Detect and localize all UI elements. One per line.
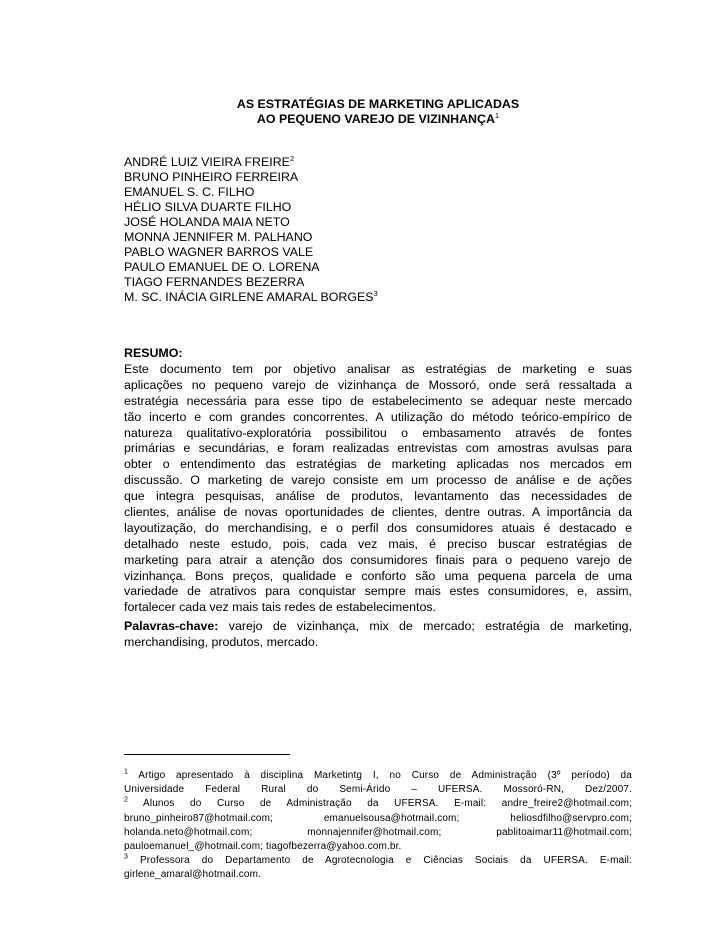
- abstract-line: obter o entendimento das estratégias de marketing aplicadas nos mercados em: [124, 457, 632, 472]
- footnote-divider: [124, 754, 290, 755]
- footnote-line: $^1$ Artigo apresentado à disciplina Marketintg I, no Curso de Administração (3º período) da: [124, 768, 632, 781]
- abstract-line: marketing para atrair a atenção dos consumidores finais para o pequeno varejo de: [124, 552, 632, 567]
- footnote-line: pauloemanuel_@hotmail.com; tiagofbezerra@yahoo.com.br.: [124, 840, 402, 852]
- author-item: ANDRÉ LUIZ VIEIRA FREIRE$^2$: [124, 153, 295, 169]
- author-item: EMANUEL S. C. FILHO: [124, 185, 255, 199]
- abstract-line: primárias e secundárias, e foram realizadas entrevistas com amostras avulsas para: [124, 441, 632, 456]
- abstract-line: aplicações no pequeno varejo de vizinhança de Mossoró, onde será ressaltada a: [124, 377, 632, 392]
- keywords-label: Palavras-chave:: [124, 619, 219, 633]
- title-footnote-marker: 1: [494, 110, 500, 120]
- author-item: PABLO WAGNER BARROS VALE: [124, 245, 314, 259]
- author-item: PAULO EMANUEL DE O. LORENA: [124, 260, 320, 274]
- author-footnote-marker: 3: [373, 288, 378, 298]
- abstract-line: natureza qualitativo-exploratória possibilitou o embasamento através de fontes: [124, 425, 632, 440]
- abstract-line: fortalecer cada vez mais tais redes de estabelecimentos.: [124, 600, 436, 615]
- author-item: MONNA JENNIFER M. PALHANO: [124, 230, 313, 244]
- abstract-line: estratégia necessária para esse tipo de estabelecimento se adequar neste mercado: [124, 393, 632, 408]
- abstract-line: vizinhança. Bons preços, qualidade e conforto são uma pequena parcela de uma: [124, 568, 632, 583]
- abstract-line: detalhado neste estudo, pois, cada vez mais, é preciso buscar estratégias de: [124, 536, 632, 551]
- footnote-marker: 1: [124, 768, 129, 776]
- title-line-2-text: AO PEQUENO VAREJO DE VIZINHANÇA: [256, 112, 495, 126]
- author-item: HÉLIO SILVA DUARTE FILHO: [124, 200, 292, 214]
- footnote-line: girlene_amaral@hotmail.com.: [124, 869, 262, 881]
- footnote-marker: 2: [124, 797, 129, 805]
- footnote-marker: 3: [124, 853, 129, 861]
- keywords-line-2: merchandising, produtos, mercado.: [124, 634, 319, 649]
- paper-title: [124, 97, 632, 127]
- abstract-line: variedade de atrativos para conquistar sempre mais estes consumidores, e, assim,: [124, 584, 632, 599]
- footnotes: [124, 769, 632, 883]
- keywords-line-1: [124, 619, 632, 635]
- abstract-line: que integra pesquisas, análise de produtos, levantamento das necessidades de: [124, 489, 632, 504]
- keywords-block: [124, 619, 632, 651]
- abstract-line: clientes, análise de novas oportunidades de clientes, dentre outras. A importância da: [124, 505, 632, 520]
- footnote-line: $^2$ Alunos do Curso de Administração da UFERSA. E-mail: andre_freire2@hotmail.com;: [124, 797, 632, 810]
- abstract-heading: RESUMO:: [124, 346, 183, 360]
- title-line-1: AS ESTRATÉGIAS DE MARKETING APLICADAS: [236, 97, 520, 111]
- title-line-2: [124, 112, 632, 127]
- footnote-line: bruno_pinheiro87@hotmail.com; emanuelsousa@hotmail.com; heliosdfilho@servpro.com;: [124, 812, 632, 824]
- author-item: TIAGO FERNANDES BEZERRA: [124, 275, 305, 289]
- author-footnote-marker: 2: [289, 153, 295, 163]
- footnote-line: $^3$ Professora do Departamento de Agrotecnologia e Ciências Sociais da UFERSA. E-mail:: [124, 853, 632, 867]
- abstract-body: [124, 362, 632, 616]
- author-item: JOSÉ HOLANDA MAIA NETO: [124, 215, 290, 229]
- abstract-line: tão incerto e com grandes concorrentes. A utilização do método teórico-empírico de: [124, 409, 632, 424]
- abstract-line: discussão. O marketing de varejo consiste em um processo de análise e de ações: [124, 473, 632, 488]
- footnote-line: holanda.neto@hotmail.com; monnajennifer@hotmail.com; pablitoaimar11@hotmail.com;: [124, 826, 632, 838]
- footnote-line: Universidade Federal Rural do Semi-Árido – UFERSA. Mossoró-RN, Dez/2007.: [124, 784, 632, 796]
- abstract-line: Este documento tem por objetivo analisar as estratégias de marketing e suas: [124, 362, 632, 376]
- author-item: BRUNO PINHEIRO FERREIRA: [124, 170, 299, 184]
- author-list: [124, 155, 378, 305]
- keywords-text: varejo de vizinhança, mix de mercado; estratégia de marketing,: [228, 619, 632, 633]
- author-item: M. SC. INÁCIA GIRLENE AMARAL BORGES$^3$: [124, 288, 378, 304]
- abstract-line: layoutização, do merchandising, e o perfil dos consumidores atuais é destacado e: [124, 520, 632, 535]
